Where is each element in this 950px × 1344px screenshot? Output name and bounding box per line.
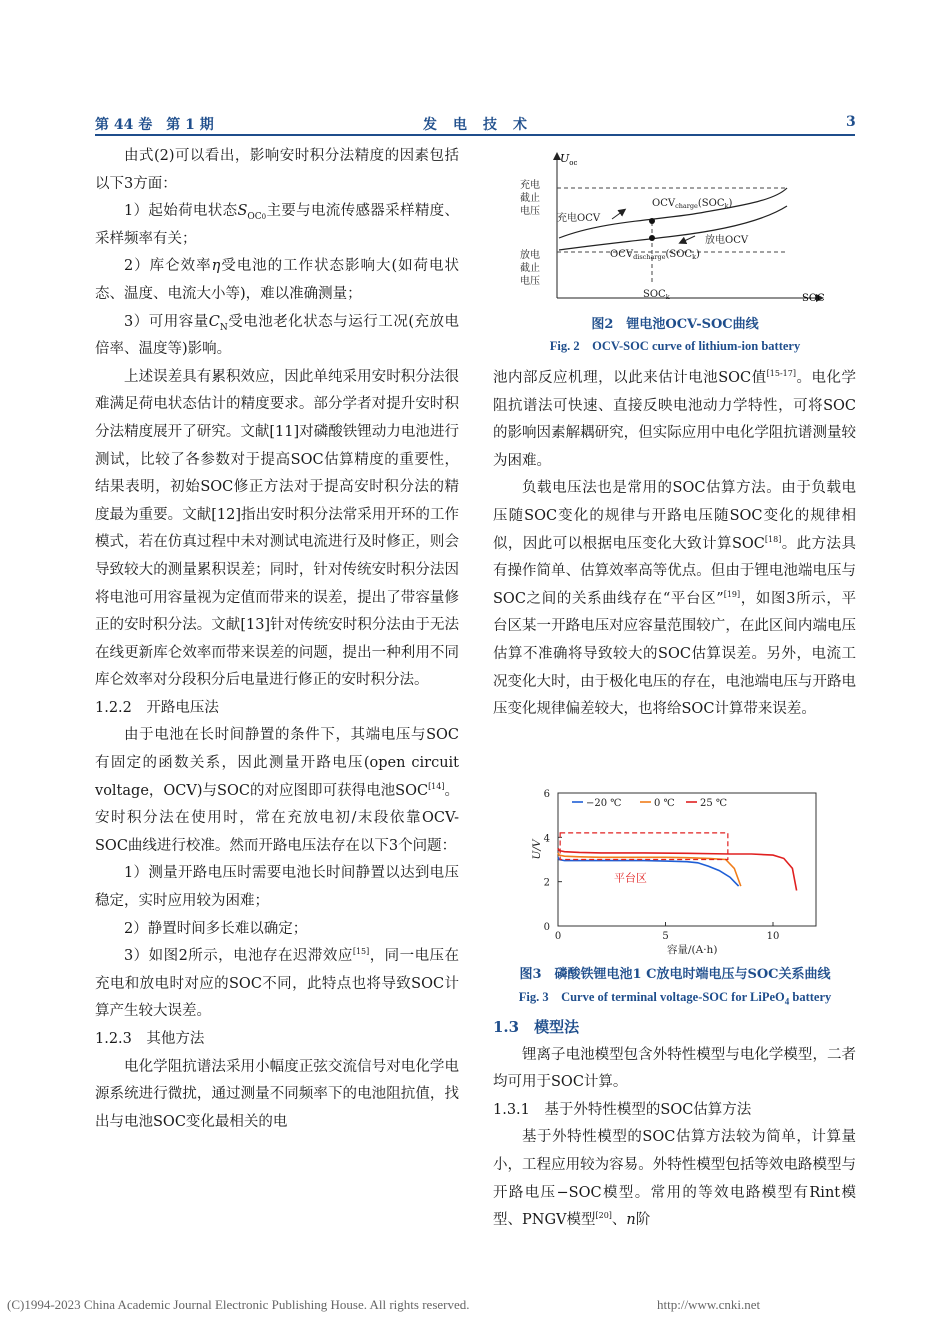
- label-charge-cutoff-3: 电压: [520, 206, 540, 217]
- section-heading: 1.2.3 其他方法: [95, 1031, 205, 1047]
- paragraph: 上述误差具有累积效应，因此单纯采用安时积分法很难满足荷电状态估计的精度要求。部分学者对提升安时积分法精度展开了研究。文献[11]对磷酸铁锂动力电池进行测试，比较了各参数对于提高SOC估算精度的重要性，结果表明，初始SOC修正方法对于提高安时积分法的精度最为重要。文献[12]指出安时积分法常采用开环的工作模式，若在仿真过程中未对测试电流进行及时修正，则会导致较大的测量累积误差；同时，针对传统安时积分法因将电池可用容量视为定值而带来的误差，提出了带容量修正的安时积分法。文献[13]针对传统安时积分法由于无法在线更新库仑效率而带来误差的问题，提出一种利用不同库仑效率对分段积分后电量进行修正的安时积分法。: [95, 368, 459, 689]
- x-axis-label: 容量/(A·h): [667, 944, 718, 955]
- figure-3-caption-cn: 图3 磷酸铁锂电池1 C放电时端电压与SOC关系曲线: [519, 967, 831, 982]
- paragraph: 电化学阻抗谱法采用小幅度正弦交流信号对电化学电源系统进行微扰，通过测量不同频率下的电池阻抗值，找出与电池SOC变化最相关的电: [95, 1058, 459, 1130]
- label-ocv-charge-sock: $OCV_{charge}(SOC_k)$: [652, 198, 733, 210]
- x-tick-label: 0: [554, 931, 562, 942]
- label-discharge-cutoff-3: 电压: [520, 276, 540, 287]
- y-axis-label: U/V: [531, 839, 543, 860]
- series-line-0: [558, 857, 739, 886]
- list-item: 1）测量开路电压时需要电池长时间静置以达到电压稳定，实时应用较为困难；: [95, 865, 459, 910]
- section-heading: 1.3.1 基于外特性模型的SOC估算方法: [493, 1101, 752, 1118]
- y-tick-label: 2: [543, 877, 550, 889]
- right-column-lower: [493, 1014, 856, 1235]
- y-tick-label: 4: [543, 833, 550, 845]
- list-item: 2）静置时间多长难以确定；: [124, 920, 308, 937]
- plateau-box: [560, 833, 728, 860]
- legend-label-0: −20 ℃: [586, 798, 622, 809]
- x-tick-label: 5: [662, 931, 669, 942]
- label-discharge-ocv: 放电OCV: [705, 235, 749, 246]
- discharge-arrow: [682, 236, 695, 242]
- charge-arrow: [612, 211, 623, 219]
- discharge-point: [649, 235, 655, 241]
- section-heading: 1.3 模型法: [493, 1018, 580, 1036]
- figure-2-caption-cn: 图2 锂电池OCV-SOC曲线: [591, 317, 759, 332]
- y-tick-label: 0: [543, 922, 550, 933]
- label-charge-ocv: 充电OCV: [557, 213, 601, 224]
- series-line-1: [558, 853, 741, 886]
- label-ocv-discharge-sock: $OCV_{discharge}(SOC_k)$: [610, 249, 700, 261]
- list-item: 2）库仑效率η受电池的工作状态影响大(如荷电状态、温度、电流大小等)，难以准确测量；: [95, 258, 460, 302]
- y-tick-label: 6: [543, 789, 550, 800]
- series-line-2: [558, 848, 797, 890]
- cnki-link[interactable]: http://www.cnki.net: [657, 1297, 761, 1312]
- paragraph: 池内部反应机理，以此来估计电池SOC值[15-17]。电化学阻抗谱法可快速、直接反映电池动力学特性，可将SOC的影响因素解耦研究，但实际应用中电化学阻抗谱测量较为困难。: [493, 369, 857, 469]
- label-discharge-cutoff-1: 放电: [520, 250, 540, 261]
- paragraph: 由于电池在长时间静置的条件下，其端电压与SOC有固定的函数关系，因此测量开路电压(open circuit voltage，OCV)与SOC的对应图即可获得电池SOC[14]。安时积分法在使用时，常在充放电初/末段依靠OCV-SOC曲线进行校准。然而开路电压法存在以下3个问题：: [95, 727, 459, 854]
- figure-2-ocv-soc-diagram: [515, 150, 835, 310]
- label-charge-cutoff-2: 截止: [520, 193, 540, 204]
- x-axis-label: SOC: [802, 293, 825, 304]
- y-axis-label: $U_{oc}$: [560, 152, 578, 167]
- label-discharge-cutoff-2: 截止: [520, 263, 540, 274]
- paragraph: 由式(2)可以看出，影响安时积分法精度的因素包括以下3方面：: [95, 148, 459, 192]
- left-column: [95, 143, 459, 1136]
- list-item: 3）可用容量$C_N$受电池老化状态与运行工况(充放电倍率、温度等)影响。: [95, 313, 459, 358]
- paragraph: 锂离子电池模型包含外特性模型与电化学模型，二者均可用于SOC计算。: [493, 1046, 856, 1091]
- paragraph: 负载电压法也是常用的SOC估算方法。由于负载电压随SOC变化的规律与开路电压随SOC变化的规律相似，因此可以根据电压变化大致计算SOC[18]。此方法具有操作简单、估算效率高等优点。但由于锂电池端电压与SOC之间的关系曲线存在“平台区”[19]，如图3所示，平台区某一开路电压对应容量范围较广，在此区间内端电压估算不准确将导致较大的SOC估算误差。另外，电流工况变化大时，由于极化电压的存在，电池端电压与开路电压变化规律偏差较大，也将给SOC计算带来误差。: [493, 480, 856, 718]
- x-tick-label: 10: [766, 931, 780, 942]
- journal-title: 发 电 技 术: [423, 117, 528, 133]
- legend-label-2: 25 ℃: [700, 798, 728, 809]
- charge-point: [649, 218, 655, 224]
- section-heading: 1.2.2 开路电压法: [95, 699, 219, 716]
- list-item: 3）如图2所示，电池存在迟滞效应[15]，同一电压在充电和放电时对应的SOC不同，此特点也将导致SOC计算产生较大误差。: [95, 947, 460, 1020]
- plateau-label: 平台区: [613, 871, 647, 885]
- legend-label-1: 0 ℃: [654, 798, 675, 809]
- label-charge-cutoff-1: 充电: [520, 180, 540, 191]
- figure-2-caption-en: Fig. 2 OCV-SOC curve of lithium-ion battery: [549, 339, 801, 353]
- header-rule: [95, 134, 855, 136]
- figure-3-voltage-chart: [520, 785, 840, 955]
- copyright-footer: (C)1994-2023 China Academic Journal Electronic Publishing House. All rights reserved.: [7, 1297, 470, 1312]
- label-sock: $SOC_k$: [643, 289, 670, 301]
- right-column-upper: [493, 365, 856, 724]
- page-number: 3: [846, 114, 856, 130]
- paragraph: 基于外特性模型的SOC估算方法较为简单，计算量小，工程应用较为容易。外特性模型包括等效电路模型与开路电压−SOC模型。常用的等效电路模型有Rint模型、PNGV模型[20]、n阶: [493, 1129, 856, 1229]
- figure-3-caption-en: Fig. 3 Curve of terminal voltage-SOC for LiPeO$_4$ battery: [518, 990, 832, 1007]
- journal-volume-issue: 第 44 卷 第 1 期: [95, 117, 214, 133]
- list-item: 1）起始荷电状态$S_{OC0}$主要与电流传感器采样精度、采样频率有关；: [95, 203, 459, 247]
